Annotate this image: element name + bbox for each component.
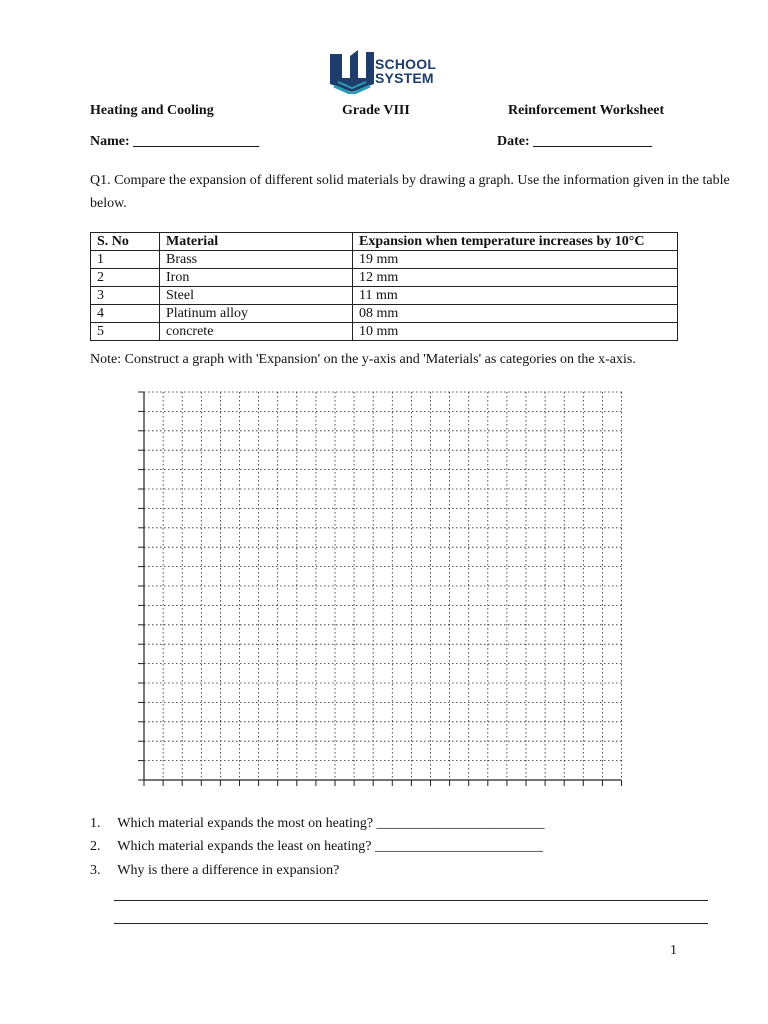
table-row [91,287,678,305]
subject-title: Heating and Cooling [90,103,214,118]
cell-sno: 1 [91,251,160,269]
cell-expansion: 11 mm [353,287,678,305]
materials-table [90,232,678,341]
cell-sno: 2 [91,269,160,287]
name-field[interactable]: Name: __________________ [90,134,260,149]
logo-text [375,57,436,85]
table-row [91,323,678,341]
grade-label: Grade VIII [342,103,410,118]
graph-note: Note: Construct a graph with 'Expansion' on the y-axis and 'Materials' as categories on the x-axis. [90,352,636,367]
worksheet-title: Reinforcement Worksheet [508,103,665,118]
question-number: 3. [90,863,101,878]
answer-line-2[interactable] [114,923,708,924]
cell-material: concrete [160,323,353,341]
cell-material: Platinum alloy [160,305,353,323]
col-sno: S. No [91,233,160,251]
logo-line2: SYSTEM [375,70,434,86]
question-item [90,839,543,855]
table-header-row [91,233,678,251]
cell-sno: 5 [91,323,160,341]
table-row [91,305,678,323]
page-number: 1 [670,943,677,958]
question-number: 2. [90,839,101,854]
question-text[interactable]: Which material expands the least on heating? ________________________ [117,839,543,854]
col-material: Material [160,233,353,251]
question-text: Why is there a difference in expansion? [117,863,340,878]
cell-expansion: 19 mm [353,251,678,269]
cell-sno: 4 [91,305,160,323]
date-field[interactable]: Date: _________________ [497,134,653,149]
question-1: Q1. Compare the expansion of different solid materials by drawing a graph. Use the information given in the table below. [90,173,730,211]
logo-line1: SCHOOL [375,56,437,72]
table-row [91,269,678,287]
cell-material: Iron [160,269,353,287]
table-row [91,251,678,269]
answer-line-1[interactable] [114,900,708,901]
question-item [90,863,339,879]
cell-expansion: 08 mm [353,305,678,323]
cell-material: Steel [160,287,353,305]
cell-expansion: 10 mm [353,323,678,341]
question-text[interactable]: Which material expands the most on heating? ________________________ [117,816,545,831]
question-item [90,816,545,832]
col-expansion: Expansion when temperature increases by 10°C [353,233,678,251]
cell-sno: 3 [91,287,160,305]
cell-material: Brass [160,251,353,269]
cell-expansion: 12 mm [353,269,678,287]
graph-paper-grid[interactable] [132,386,628,792]
question-number: 1. [90,816,101,831]
